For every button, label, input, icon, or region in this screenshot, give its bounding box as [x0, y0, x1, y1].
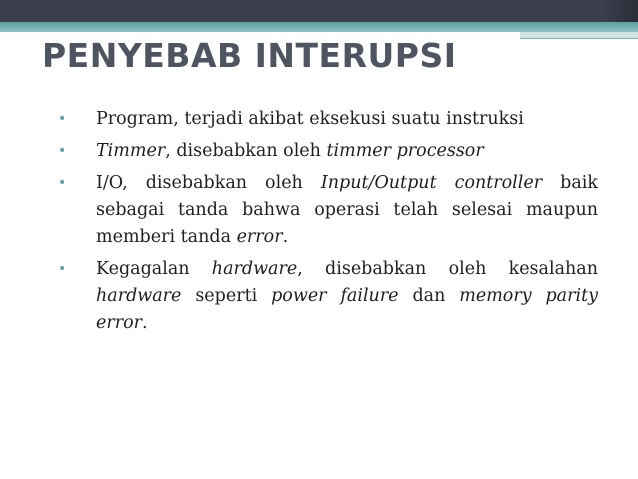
bullet-text-italic: hardware [96, 286, 182, 306]
bullet-list [58, 106, 598, 342]
bullet-text-italic: timmer processor [326, 141, 484, 161]
bullet-text: I/O, disebabkan oleh [96, 173, 321, 193]
bullet-text: . [142, 313, 148, 333]
header-band-stripe [520, 32, 638, 39]
bullet-text-italic: Input/Output controller [320, 173, 543, 193]
bullet-text: dan [398, 286, 460, 306]
bullet-item-program [58, 106, 598, 133]
bullet-text: . [282, 227, 289, 247]
bullet-dot-icon: • [58, 175, 67, 191]
bullet-item-io [58, 170, 598, 251]
bullet-text-italic: error [236, 227, 283, 247]
bullet-item-timmer [58, 138, 598, 165]
bullet-text-italic: memory parity error [96, 286, 598, 333]
bullet-text-italic: power failure [271, 286, 399, 306]
bullet-text: seperti [181, 286, 272, 306]
bullet-text: , disebabkan oleh kesalahan [297, 259, 598, 279]
bullet-text-italic: hardware [211, 259, 298, 279]
bullet-text: Program, terjadi akibat eksekusi suatu instruksi [96, 109, 524, 129]
bullet-text-italic: Timmer [96, 141, 166, 161]
bullet-text: baik sebagai tanda bahwa operasi telah selesai maupun memberi tanda [96, 173, 598, 247]
bullet-item-hardware [58, 256, 598, 337]
header-band-fade [600, 0, 638, 22]
slide-title: PENYEBAB INTERUPSI [42, 36, 457, 75]
bullet-dot-icon: • [58, 111, 67, 127]
bullet-dot-icon: • [58, 143, 67, 159]
bullet-dot-icon: • [58, 261, 67, 277]
bullet-text: , disebabkan oleh [165, 141, 327, 161]
bullet-text: Kegagalan [96, 259, 212, 279]
header-band-dark [0, 0, 638, 22]
header-band-teal [0, 22, 638, 32]
